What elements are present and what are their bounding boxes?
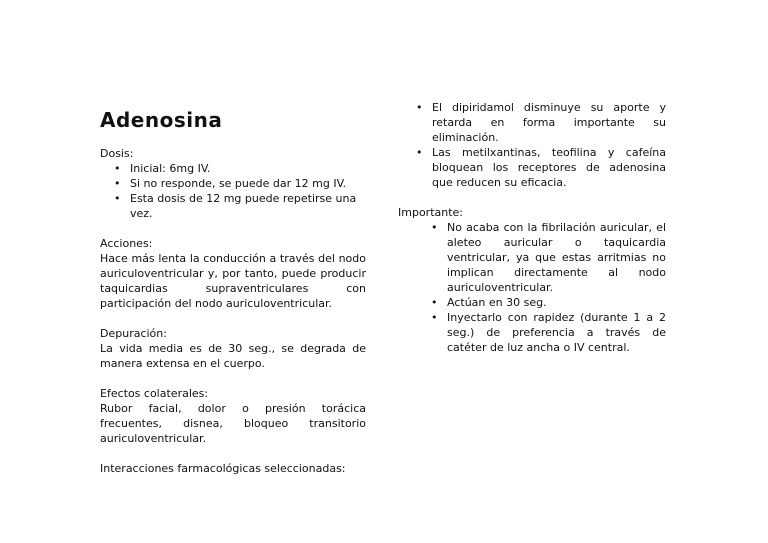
importante-list xyxy=(398,220,666,355)
dosis-label: Dosis: xyxy=(100,147,134,160)
list-item-text: Actúan en 30 seg. xyxy=(447,296,547,309)
dosis-list xyxy=(100,161,366,221)
spacer xyxy=(100,311,366,326)
depuracion-label: Depuración: xyxy=(100,327,167,340)
list-item xyxy=(398,310,666,355)
spacer xyxy=(100,446,366,461)
list-item xyxy=(398,145,666,190)
bullet-icon: • xyxy=(416,146,423,159)
list-item-text: No acaba con la fibrilación auricular, el aleteo auricular o taquicardia ventricular, ya que estas arritmias no implican directamente al nodo auriculoventricular. xyxy=(447,221,666,294)
list-item-text: Inicial: 6mg IV. xyxy=(130,162,211,175)
list-item-text: El dipiridamol disminuye su aporte y retarda en forma importante su eliminación. xyxy=(432,101,666,144)
list-item-text: Esta dosis de 12 mg puede repetirse una vez. xyxy=(130,192,357,220)
list-item xyxy=(398,100,666,145)
spacer xyxy=(398,190,666,205)
depuracion-text: La vida media es de 30 seg., se degrada de manera extensa en el cuerpo. xyxy=(100,342,366,370)
acciones-text: Hace más lenta la conducción a través del nodo auriculoventricular y, por tanto, puede producir taquicardias supraventriculares con participación del nodo auriculoventricular. xyxy=(100,252,366,310)
interacciones-label: Interacciones farmacológicas seleccionadas: xyxy=(100,462,346,475)
bullet-icon: • xyxy=(114,177,121,190)
bullet-icon: • xyxy=(416,101,423,114)
acciones-label: Acciones: xyxy=(100,237,153,250)
right-column xyxy=(398,100,666,355)
bullet-icon: • xyxy=(431,221,438,234)
list-item xyxy=(398,295,666,310)
list-item xyxy=(100,191,366,221)
list-item xyxy=(398,220,666,295)
page-title: Adenosina xyxy=(100,108,223,132)
list-item xyxy=(100,176,366,191)
bullet-icon: • xyxy=(114,162,121,175)
list-item-text: Las metilxantinas, teofilina y cafeína bloquean los receptores de adenosina que reducen su eficacia. xyxy=(432,146,666,189)
spacer xyxy=(100,221,366,236)
interacciones-list xyxy=(398,100,666,190)
importante-label: Importante: xyxy=(398,206,464,219)
bullet-icon: • xyxy=(431,311,438,324)
list-item-text: Inyectarlo con rapidez (durante 1 a 2 seg.) de preferencia a través de catéter de luz ancha o IV central. xyxy=(447,311,666,354)
efectos-text: Rubor facial, dolor o presión torácica frecuentes, disnea, bloqueo transitorio auriculoventricular. xyxy=(100,402,366,445)
spacer xyxy=(100,371,366,386)
efectos-label: Efectos colaterales: xyxy=(100,387,209,400)
bullet-icon: • xyxy=(114,192,121,205)
left-column xyxy=(100,107,366,476)
bullet-icon: • xyxy=(431,296,438,309)
list-item-text: Si no responde, se puede dar 12 mg IV. xyxy=(130,177,347,190)
list-item xyxy=(100,161,366,176)
